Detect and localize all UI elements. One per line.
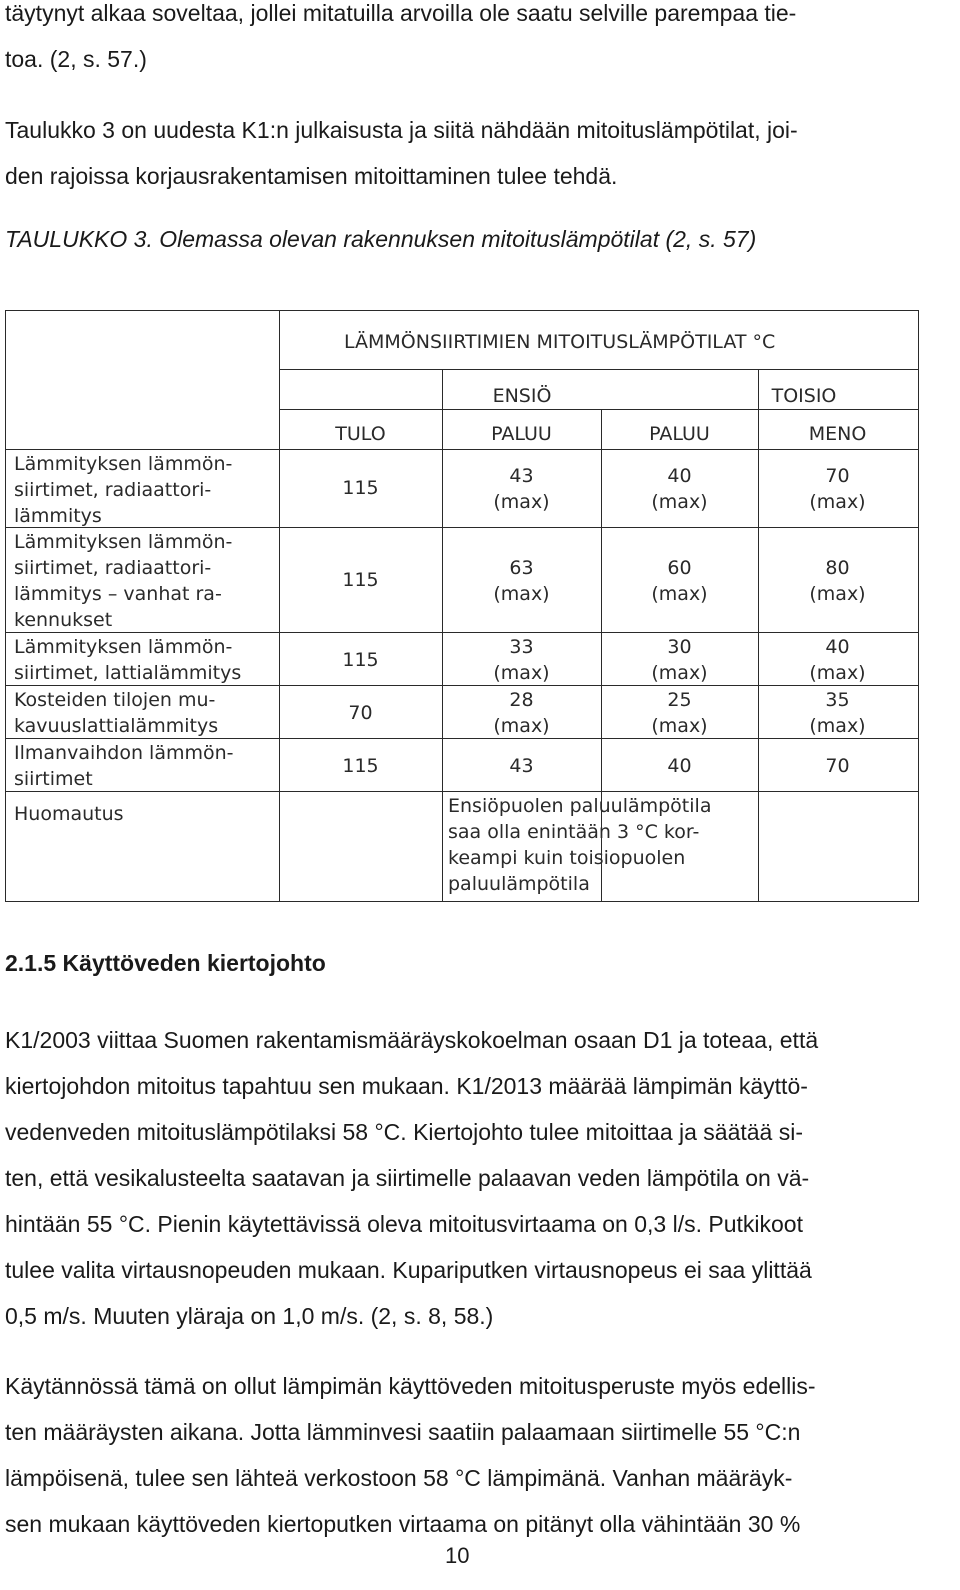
row-label-line: siirtimet, radiaattori- — [14, 557, 212, 579]
row-label — [14, 687, 218, 739]
cell-meno — [758, 463, 917, 515]
cell-secondary-paluu — [601, 555, 758, 607]
cell-tulo: 115 — [342, 755, 379, 777]
cell-value: 40 — [667, 755, 692, 777]
row-label — [14, 740, 234, 792]
body-paragraph-1 — [5, 1017, 818, 1339]
text-line: Taulukko 3 on uudesta K1:n julkaisusta ja siitä nähdään mitoituslämpötilat, joi- — [5, 117, 798, 143]
cell-value: 60 — [667, 557, 692, 579]
cell-value: 40 — [825, 636, 850, 658]
cell-qualifier: (max) — [809, 662, 866, 684]
cell-qualifier: (max) — [651, 583, 708, 605]
column-header-meno: MENO — [808, 423, 867, 445]
cell-qualifier: (max) — [493, 583, 550, 605]
text-line: K1/2003 viittaa Suomen rakentamismääräyskokoelman osaan D1 ja toteaa, että — [5, 1027, 819, 1053]
row-label-line: lämmitys — [14, 505, 102, 527]
note-line: paluulämpötila — [448, 873, 590, 895]
row-label — [14, 529, 232, 633]
note-text — [448, 793, 711, 897]
row-label — [14, 634, 241, 686]
table-divider — [6, 449, 918, 450]
row-label-line: siirtimet — [14, 768, 93, 790]
cell-primary-paluu — [442, 753, 601, 779]
cell-value: 63 — [509, 557, 534, 579]
column-header-primary-paluu: PALUU — [491, 423, 552, 445]
row-label-line: kavuuslattialämmitys — [14, 715, 219, 737]
cell-secondary-paluu — [601, 463, 758, 515]
cell-tulo: 115 — [342, 477, 379, 499]
intro-paragraph — [5, 0, 796, 82]
cell-secondary-paluu — [601, 753, 758, 779]
text-line: lämpöisenä, tulee sen lähteä verkostoon 58 °C lämpimänä. Vanhan määräyk- — [5, 1465, 793, 1491]
text-line: ten määräysten aikana. Jotta lämminvesi saatiin palaamaan siirtimelle 55 °C:n — [5, 1419, 801, 1445]
note-label: Huomautus — [14, 803, 124, 825]
text-line: sen mukaan käyttöveden kiertoputken virtaama on pitänyt olla vähintään 30 % — [5, 1511, 801, 1537]
body-paragraph-2 — [5, 1363, 816, 1547]
page-number: 10 — [445, 1543, 470, 1568]
cell-meno — [758, 634, 917, 686]
row-label-line: Lämmityksen lämmön- — [14, 636, 233, 658]
text-line: täytynyt alkaa soveltaa, jollei mitatuilla arvoilla ole saatu selville parempaa tie- — [5, 0, 797, 26]
cell-tulo: 70 — [348, 702, 373, 724]
text-line: kiertojohdon mitoitus tapahtuu sen mukaan. K1/2013 määrää lämpimän käyttö- — [5, 1073, 808, 1099]
text-line: 0,5 m/s. Muuten yläraja on 1,0 m/s. (2, s. 8, 58.) — [5, 1303, 494, 1329]
table-divider — [279, 369, 918, 370]
cell-primary-paluu — [442, 555, 601, 607]
temperature-table — [5, 310, 919, 902]
row-label-line: Ilmanvaihdon lämmön- — [14, 742, 234, 764]
cell-value: 43 — [509, 755, 534, 777]
cell-tulo: 115 — [342, 569, 379, 591]
note-line: saa olla enintään 3 °C kor- — [448, 821, 700, 843]
table-title: LÄMMÖNSIIRTIMIEN MITOITUSLÄMPÖTILAT °C — [344, 331, 776, 353]
row-label-line: siirtimet, lattialämmitys — [14, 662, 242, 684]
table-caption: TAULUKKO 3. Olemassa olevan rakennuksen mitoituslämpötilat (2, s. 57) — [5, 226, 757, 252]
row-label-line: Lämmityksen lämmön- — [14, 453, 233, 475]
cell-value: 25 — [667, 689, 692, 711]
cell-primary-paluu — [442, 687, 601, 739]
cell-primary-paluu — [442, 634, 601, 686]
row-label — [14, 451, 232, 529]
row-label-line: Lämmityksen lämmön- — [14, 531, 233, 553]
text-line: Käytännössä tämä on ollut lämpimän käyttöveden mitoitusperuste myös edellis- — [5, 1373, 816, 1399]
text-line: tulee valita virtausnopeuden mukaan. Kupariputken virtausnopeus ei saa ylittää — [5, 1257, 812, 1283]
section-heading: 2.1.5 Käyttöveden kiertojohto — [5, 950, 326, 976]
cell-value: 43 — [509, 465, 534, 487]
cell-value: 80 — [825, 557, 850, 579]
row-label-line: kennukset — [14, 609, 113, 631]
cell-qualifier: (max) — [493, 662, 550, 684]
group-secondary-header: TOISIO — [771, 385, 837, 407]
cell-value: 28 — [509, 689, 534, 711]
cell-meno — [758, 753, 917, 779]
cell-tulo: 115 — [342, 649, 379, 671]
cell-primary-paluu — [442, 463, 601, 515]
row-label-line: siirtimet, radiaattori- — [14, 479, 212, 501]
cell-value: 40 — [667, 465, 692, 487]
table-divider — [279, 311, 280, 901]
note-line: Ensiöpuolen paluulämpötila — [448, 795, 712, 817]
row-label-line: lämmitys – vanhat ra- — [14, 583, 222, 605]
group-primary-header: ENSIÖ — [492, 385, 552, 407]
cell-meno — [758, 687, 917, 739]
column-header-tulo: TULO — [335, 423, 386, 445]
cell-value: 70 — [825, 465, 850, 487]
cell-qualifier: (max) — [651, 491, 708, 513]
cell-qualifier: (max) — [493, 715, 550, 737]
cell-secondary-paluu — [601, 634, 758, 686]
table-divider — [279, 409, 918, 410]
table-intro-paragraph — [5, 107, 798, 199]
text-line: hintään 55 °C. Pienin käytettävissä oleva mitoitusvirtaama on 0,3 l/s. Putkikoot — [5, 1211, 803, 1237]
note-line: keampi kuin toisiopuolen — [448, 847, 686, 869]
cell-meno — [758, 555, 917, 607]
cell-value: 70 — [825, 755, 850, 777]
cell-qualifier: (max) — [809, 491, 866, 513]
row-label-line: Kosteiden tilojen mu- — [14, 689, 216, 711]
cell-secondary-paluu — [601, 687, 758, 739]
cell-qualifier: (max) — [809, 715, 866, 737]
text-line: toa. (2, s. 57.) — [5, 46, 147, 72]
text-line: den rajoissa korjausrakentamisen mitoittaminen tulee tehdä. — [5, 163, 618, 189]
cell-value: 30 — [667, 636, 692, 658]
text-line: vedenveden mitoituslämpötilaksi 58 °C. Kiertojohto tulee mitoittaa ja säätää si- — [5, 1119, 804, 1145]
cell-value: 35 — [825, 689, 850, 711]
cell-value: 33 — [509, 636, 534, 658]
cell-qualifier: (max) — [651, 662, 708, 684]
cell-qualifier: (max) — [493, 491, 550, 513]
text-line: ten, että vesikalusteelta saatavan ja siirtimelle palaavan veden lämpötila on vä- — [5, 1165, 810, 1191]
column-header-secondary-paluu: PALUU — [649, 423, 710, 445]
cell-qualifier: (max) — [809, 583, 866, 605]
cell-qualifier: (max) — [651, 715, 708, 737]
